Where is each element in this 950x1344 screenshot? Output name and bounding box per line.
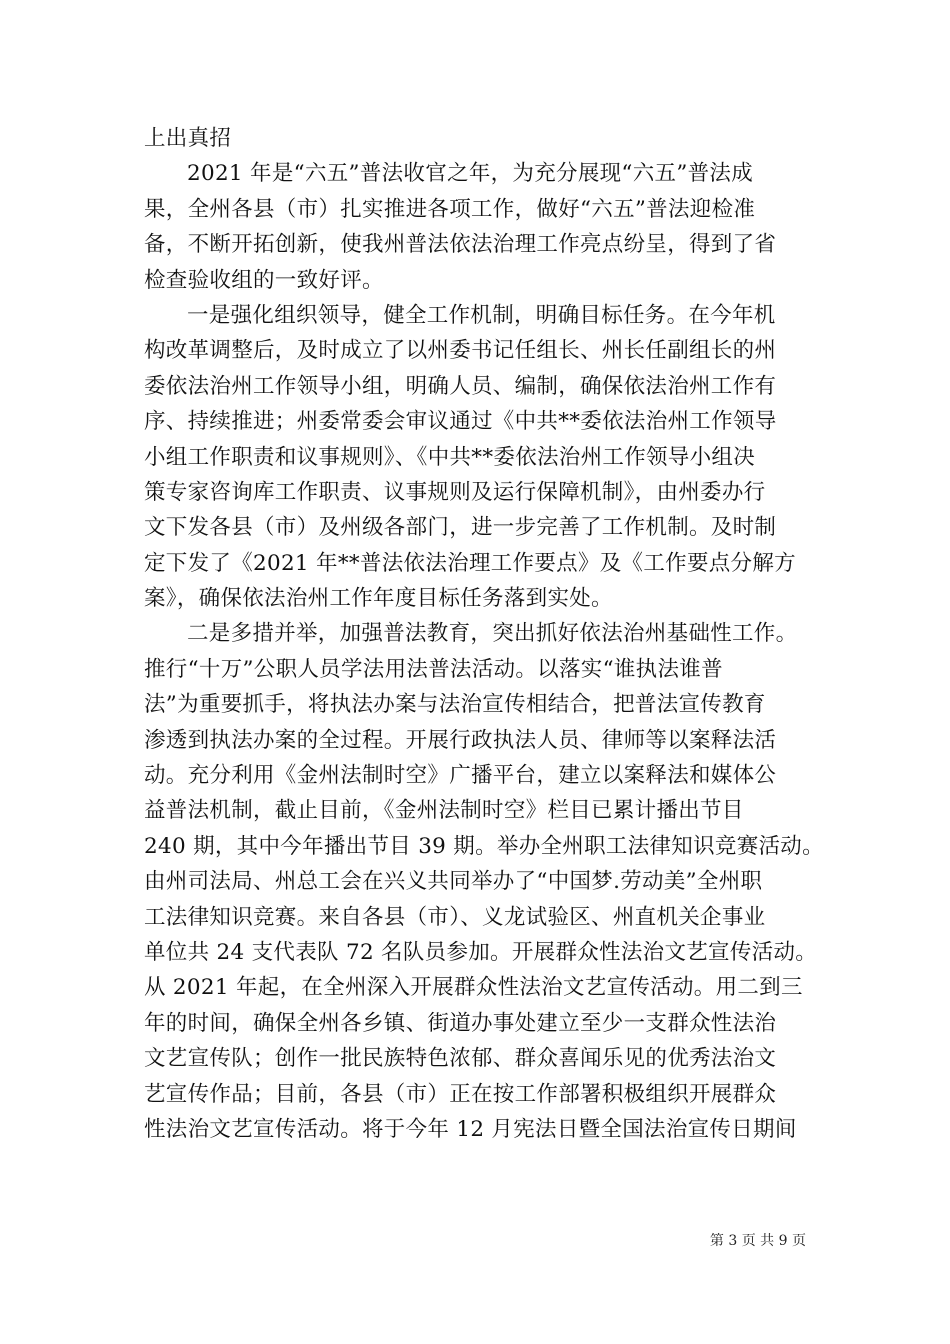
text-line: 年的时间，确保全州各乡镇、街道办事处建立至少一支群众性法治 xyxy=(144,1010,777,1036)
page-number: 第 3 页 共 9 页 xyxy=(709,1233,806,1249)
text-line: 文艺宣传队；创作一批民族特色浓郁、群众喜闻乐见的优秀法治文 xyxy=(144,1046,777,1072)
text-line: 上出真招 xyxy=(144,126,232,151)
text-line: 案》，确保依法治州工作年度目标任务落到实处。 xyxy=(144,586,613,612)
text-line: 推行“十万”公职人员学法用法普法活动。以落实“谁执法谁普 xyxy=(144,656,723,682)
text-line: 委依法治州工作领导小组，明确人员、编制，确保依法治州工作有 xyxy=(144,373,777,399)
text-line: 法”为重要抓手，将执法办案与法治宣传相结合，把普法宣传教育 xyxy=(144,692,766,718)
paragraph-first-line: 一是强化组织领导，健全工作机制，明确目标任务。在今年机 xyxy=(187,302,776,328)
text-line: 从 2021 年起，在全州深入开展群众性法治文艺宣传活动。用二到三 xyxy=(144,975,803,1001)
text-line: 工法律知识竞赛。来自各县（市）、义龙试验区、州直机关企事业 xyxy=(144,904,766,930)
text-line: 果，全州各县（市）扎实推进各项工作，做好“六五”普法迎检准 xyxy=(144,196,756,222)
text-line: 小组工作职责和议事规则》、《中共**委依法治州工作领导小组决 xyxy=(144,444,756,470)
text-line: 序、持续推进；州委常委会审议通过《中共**委依法治州工作领导 xyxy=(144,409,777,435)
text-line: 备，不断开拓创新，使我州普法依法治理工作亮点纷呈，得到了省 xyxy=(144,232,777,258)
text-line: 240 期，其中今年播出节目 39 期。举办全州职工法律知识竞赛活动。 xyxy=(144,833,824,859)
text-line: 检查验收组的一致好评。 xyxy=(144,267,384,293)
text-line: 构改革调整后，及时成立了以州委书记任组长、州长任副组长的州 xyxy=(144,338,777,364)
text-line: 文下发各县（市）及州级各部门，进一步完善了工作机制。及时制 xyxy=(144,515,777,541)
text-line: 单位共 24 支代表队 72 名队员参加。开展群众性法治文艺宣传活动。 xyxy=(144,939,818,965)
text-line: 策专家咨询库工作职责、议事规则及运行保障机制》，由州委办行 xyxy=(144,479,766,505)
text-line: 艺宣传作品；目前，各县（市）正在按工作部署积极组织开展群众 xyxy=(144,1081,777,1107)
text-line: 定下发了《2021 年**普法依法治理工作要点》及《工作要点分解方 xyxy=(144,550,796,576)
text-line: 性法治文艺宣传活动。将于今年 12 月宪法日暨全国法治宣传日期间 xyxy=(144,1116,797,1142)
paragraph-first-line: 2021 年是“六五”普法收官之年，为充分展现“六五”普法成 xyxy=(187,161,754,187)
paragraph-first-line: 二是多措并举，加强普法教育，突出抓好依法治州基础性工作。 xyxy=(187,621,798,647)
text-line: 由州司法局、州总工会在兴义共同举办了“中国梦.劳动美”全州职 xyxy=(144,869,763,895)
document-body xyxy=(144,121,824,1147)
text-line: 益普法机制，截止目前，《金州法制时空》栏目已累计播出节目 xyxy=(144,798,744,824)
text-line: 动。充分利用《金州法制时空》广播平台，建立以案释法和媒体公 xyxy=(144,763,777,789)
text-line: 渗透到执法办案的全过程。开展行政执法人员、律师等以案释法活 xyxy=(144,727,777,753)
